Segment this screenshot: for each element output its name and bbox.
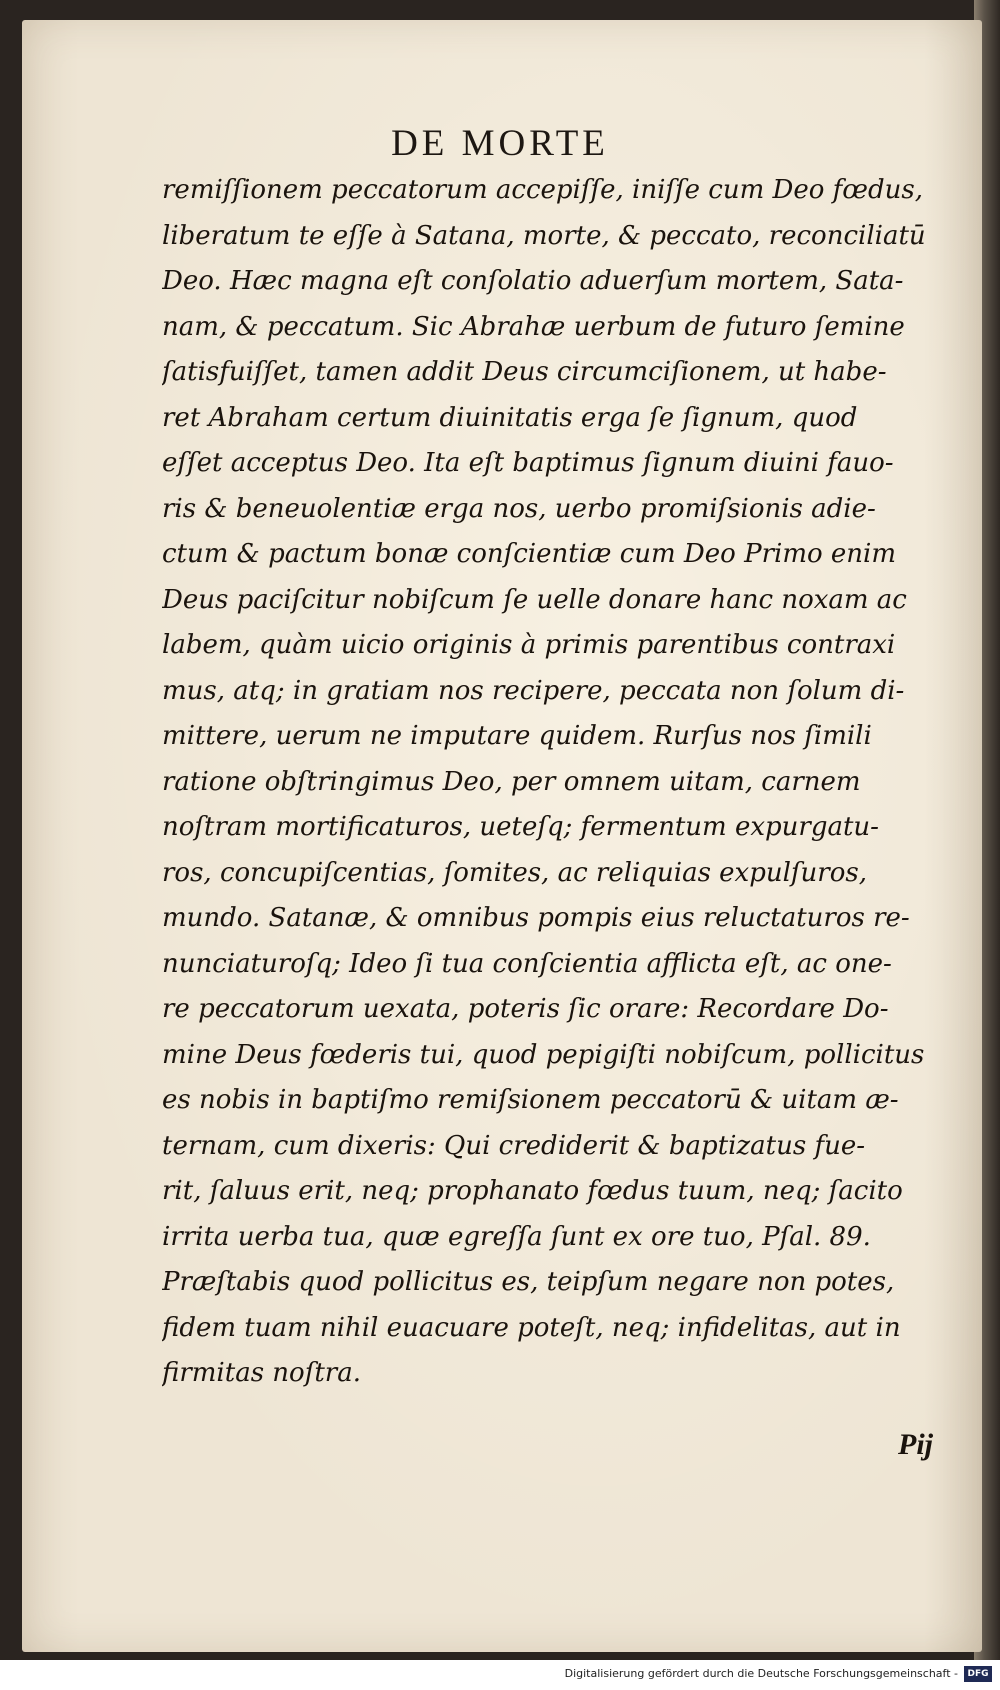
- text-line: ris & beneuolentiæ erga nos, uerbo promiſsionis adie-: [162, 493, 876, 524]
- funding-credit: Digitalisierung gefördert durch die Deutsche Forschungsgemeinschaft -: [564, 1667, 958, 1680]
- text-line: mittere, uerum ne imputare quidem. Rurſus nos ſimili: [162, 721, 872, 751]
- text-line: irrita uerba tua, quæ egreſſa ſunt ex ore tuo, Pſal. 89.: [162, 1221, 871, 1252]
- text-line: es nobis in baptiſmo remiſsionem peccatorū & uitam æ-: [162, 1085, 899, 1115]
- signature-mark: Pij: [898, 1428, 933, 1461]
- body-text: [162, 168, 944, 1397]
- text-line: labem, quàm uicio originis à primis parentibus contraxi: [162, 630, 896, 660]
- text-line: ternam, cum dixeris: Qui crediderit & baptizatus fue-: [162, 1130, 866, 1161]
- text-line: ratione obſtringimus Deo, per omnem uitam, carnem: [162, 766, 861, 797]
- text-line: firmitas noſtra.: [162, 1358, 361, 1388]
- text-line: ſatisfuiſſet, tamen addit Deus circumciſionem, ut habe-: [162, 357, 887, 387]
- text-line: Præſtabis quod pollicitus es, teipſum negare non potes,: [162, 1267, 895, 1297]
- text-line: noſtram mortificaturos, ueteſq; fermentum expurgatu-: [162, 812, 879, 842]
- text-line: nunciaturoſq; Ideo ſi tua conſcientia afflicta eſt, ac one-: [162, 948, 892, 979]
- text-line: mine Deus fœderis tui, quod pepigiſti nobiſcum, pollicitus: [162, 1039, 925, 1070]
- text-line: Deo. Hæc magna eſt conſolatio aduerſum mortem, Sata-: [162, 266, 904, 296]
- text-line: mus, atq; in gratiam nos recipere, peccata non ſolum di-: [162, 675, 905, 706]
- text-line: rit, ſaluus erit, neq; prophanato fœdus tuum, neq; ſacito: [162, 1176, 903, 1206]
- text-line: ros, concupiſcentias, ſomites, ac reliquias expulſuros,: [162, 857, 867, 888]
- text-line: nam, & peccatum. Sic Abrahæ uerbum de futuro ſemine: [162, 311, 905, 342]
- text-line: ret Abraham certum diuinitatis erga ſe ſignum, quod: [162, 402, 858, 433]
- text-line: mundo. Satanæ, & omnibus pompis eius reluctaturos re-: [162, 903, 910, 933]
- text-line: re peccatorum uexata, poteris ſic orare: Recordare Do-: [162, 994, 889, 1024]
- running-head: DE MORTE: [391, 123, 609, 164]
- text-line: remiſſionem peccatorum accepiſſe, iniſſe cum Deo fœdus,: [162, 175, 924, 205]
- dfg-logo: DFG: [964, 1666, 992, 1682]
- text-line: eſſet acceptus Deo. Ita eſt baptimus ſignum diuini fauo-: [162, 448, 894, 478]
- text-line: ctum & pactum bonæ conſcientiæ cum Deo Primo enim: [162, 539, 896, 569]
- digitization-footer: [0, 1660, 1000, 1690]
- text-line: Deus paciſcitur nobiſcum ſe uelle donare hanc noxam ac: [162, 584, 907, 615]
- text-line: fidem tuam nihil euacuare poteſt, neq; infidelitas, aut in: [162, 1312, 901, 1343]
- text-line: liberatum te eſſe à Satana, morte, & peccato, reconciliatū: [162, 220, 926, 251]
